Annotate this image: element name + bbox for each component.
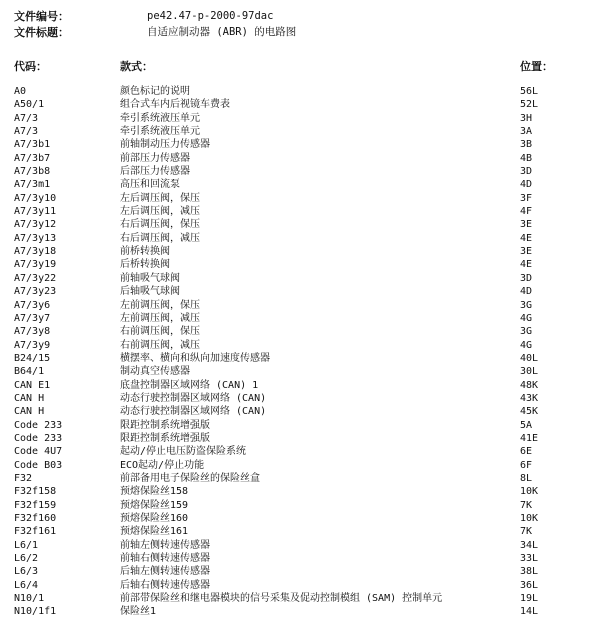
row-style: 限距控制系统增强版	[120, 419, 210, 431]
row-code: B64/1	[14, 366, 45, 378]
row-code: A0	[14, 86, 27, 97]
row-code: A7/3	[14, 112, 39, 124]
row-code: Code B03	[14, 459, 63, 471]
row-code: CAN E1	[14, 379, 51, 391]
table-row	[0, 512, 602, 525]
row-style: 前轴左侧转速传感器	[120, 539, 210, 551]
code-table	[0, 85, 602, 619]
doc-number-value: pe42.47-p-2000-97dac	[147, 10, 274, 22]
row-style: 后轴右侧转速传感器	[120, 579, 210, 591]
row-style: 制动真空传感器	[120, 366, 190, 378]
row-code: F32f159	[14, 499, 57, 511]
row-code: F32	[14, 472, 33, 484]
row-style: 动态行驶控制器区域网络 (CAN)	[120, 392, 267, 404]
row-code: F32f161	[14, 526, 57, 538]
row-code: A7/3y9	[14, 339, 51, 351]
table-row	[0, 392, 602, 405]
row-style: 左前调压阀，保压	[120, 299, 200, 311]
row-position: 4F	[520, 206, 533, 218]
row-position: 4G	[520, 312, 533, 324]
row-code: A7/3y8	[14, 326, 51, 338]
row-code: Code 4U7	[14, 446, 63, 458]
row-position: 3G	[520, 299, 533, 311]
row-position: 19L	[520, 593, 539, 605]
row-position: 30L	[520, 366, 539, 378]
table-row	[0, 299, 602, 312]
row-style: 左前调压阀，减压	[120, 312, 200, 324]
row-position: 6F	[520, 459, 533, 471]
doc-title-value: 自适应制动器 (ABR) 的电路图	[147, 26, 297, 38]
table-row	[0, 112, 602, 125]
row-position: 7K	[520, 526, 533, 538]
row-code: A7/3y23	[14, 286, 57, 298]
row-code: N10/1	[14, 593, 45, 605]
table-row	[0, 245, 602, 258]
table-row	[0, 285, 602, 298]
row-position: 4G	[520, 339, 533, 351]
row-style: 颜色标记的说明	[120, 86, 190, 97]
row-position: 10K	[520, 513, 539, 524]
row-style: ECO起动/停止功能	[120, 459, 205, 471]
table-row	[0, 472, 602, 485]
row-style: 前部带保险丝和继电器模块的信号采集及促动控制模组 (SAM) 控制单元	[120, 593, 443, 605]
row-style: 前轴吸气球阀	[120, 272, 180, 284]
table-row	[0, 445, 602, 458]
table-row	[0, 178, 602, 191]
row-code: A7/3y22	[14, 272, 57, 284]
row-position: 3D	[520, 272, 533, 284]
row-code: A7/3b8	[14, 166, 51, 178]
row-code: L6/2	[14, 553, 39, 565]
row-code: B24/15	[14, 352, 51, 364]
row-position: 8L	[520, 472, 533, 484]
row-position: 3F	[520, 192, 533, 204]
row-position: 40L	[520, 352, 539, 364]
row-code: L6/1	[14, 539, 39, 551]
row-style: 预熔保险丝160	[120, 513, 189, 524]
row-code: A7/3b1	[14, 139, 51, 151]
row-code: N10/1f1	[14, 606, 57, 618]
row-code: A7/3y7	[14, 312, 51, 324]
table-row	[0, 258, 602, 271]
row-code: A7/3y10	[14, 192, 57, 204]
row-position: 38L	[520, 566, 539, 578]
row-style: 前轴右侧转速传感器	[120, 553, 210, 565]
row-position: 10K	[520, 486, 539, 498]
row-style: 右前调压阀，保压	[120, 326, 200, 338]
table-row	[0, 312, 602, 325]
row-code: A7/3y19	[14, 259, 57, 271]
table-row	[0, 579, 602, 592]
row-style: 右前调压阀，减压	[120, 339, 200, 351]
row-style: 左后调压阀，保压	[120, 192, 200, 204]
doc-title-label: 文件标题：	[14, 26, 69, 39]
row-style: 限距控制系统增强版	[120, 432, 210, 444]
table-row	[0, 232, 602, 245]
table-row	[0, 218, 602, 231]
row-position: 3E	[520, 246, 533, 258]
row-code: A7/3	[14, 126, 39, 138]
row-code: Code 233	[14, 419, 63, 431]
row-position: 4B	[520, 152, 533, 164]
row-style: 组合式车内后视镜车费表	[120, 99, 230, 111]
row-style: 后部压力传感器	[120, 166, 190, 178]
row-position: 41E	[520, 432, 539, 444]
table-row	[0, 419, 602, 432]
row-position: 4E	[520, 232, 533, 244]
row-style: 前部压力传感器	[120, 152, 190, 164]
row-style: 前轴制动压力传感器	[120, 139, 210, 151]
row-position: 4E	[520, 259, 533, 271]
row-code: A7/3y11	[14, 206, 57, 218]
row-code: A50/1	[14, 99, 45, 111]
row-position: 52L	[520, 99, 539, 111]
row-style: 预熔保险丝159	[120, 499, 189, 511]
row-position: 4D	[520, 286, 533, 298]
row-style: 横摆率、横向和纵向加速度传感器	[120, 352, 270, 364]
row-style: 后轴左侧转速传感器	[120, 566, 210, 578]
table-row	[0, 539, 602, 552]
row-style: 起动/停止电压防盗保险系统	[120, 446, 247, 458]
row-style: 右后调压阀，保压	[120, 219, 200, 231]
row-position: 14L	[520, 606, 539, 618]
row-position: 7K	[520, 499, 533, 511]
table-row	[0, 459, 602, 472]
row-code: F32f160	[14, 513, 57, 524]
row-position: 3E	[520, 219, 533, 231]
column-header-code: 代码：	[14, 60, 47, 73]
row-style: 动态行驶控制器区域网络 (CAN)	[120, 406, 267, 418]
table-row	[0, 432, 602, 445]
row-style: 左后调压阀，减压	[120, 206, 200, 218]
table-row	[0, 125, 602, 138]
row-position: 6E	[520, 446, 533, 458]
table-row	[0, 272, 602, 285]
row-style: 右后调压阀，减压	[120, 232, 200, 244]
column-header-style: 款式：	[120, 60, 153, 73]
table-row	[0, 485, 602, 498]
table-row	[0, 365, 602, 378]
row-code: F32f158	[14, 486, 57, 498]
table-row	[0, 325, 602, 338]
row-code: L6/4	[14, 579, 39, 591]
row-code: A7/3m1	[14, 179, 51, 191]
row-position: 34L	[520, 539, 539, 551]
table-row	[0, 85, 602, 98]
row-style: 牵引系统液压单元	[120, 112, 200, 124]
row-position: 43K	[520, 392, 539, 404]
row-style: 后桥转换阀	[120, 259, 170, 271]
row-position: 3B	[520, 139, 533, 151]
row-position: 56L	[520, 86, 539, 97]
table-row	[0, 138, 602, 151]
table-row	[0, 379, 602, 392]
row-position: 36L	[520, 579, 539, 591]
row-position: 4D	[520, 179, 533, 191]
row-code: Code 233	[14, 432, 63, 444]
row-style: 保险丝1	[120, 606, 157, 618]
row-position: 33L	[520, 553, 539, 565]
row-code: A7/3b7	[14, 152, 51, 164]
row-position: 3G	[520, 326, 533, 338]
row-position: 48K	[520, 379, 539, 391]
row-style: 后轴吸气球阀	[120, 286, 180, 298]
row-style: 前部备用电子保险丝的保险丝盒	[120, 472, 260, 484]
row-code: CAN H	[14, 406, 45, 418]
table-row	[0, 192, 602, 205]
table-row	[0, 605, 602, 618]
doc-number-label: 文件编号：	[14, 10, 69, 23]
row-style: 前桥转换阀	[120, 246, 170, 258]
row-style: 预熔保险丝161	[120, 526, 189, 538]
row-code: A7/3y12	[14, 219, 57, 231]
row-style: 牵引系统液压单元	[120, 126, 200, 138]
table-row	[0, 565, 602, 578]
row-code: A7/3y18	[14, 246, 57, 258]
row-position: 5A	[520, 419, 533, 431]
row-position: 3D	[520, 166, 533, 178]
table-row	[0, 339, 602, 352]
row-position: 3H	[520, 112, 533, 124]
row-code: A7/3y13	[14, 232, 57, 244]
row-code: L6/3	[14, 566, 39, 578]
table-row	[0, 405, 602, 418]
row-code: A7/3y6	[14, 299, 51, 311]
table-row	[0, 165, 602, 178]
table-row	[0, 525, 602, 538]
table-row	[0, 352, 602, 365]
row-code: CAN H	[14, 392, 45, 404]
table-row	[0, 152, 602, 165]
row-style: 底盘控制器区域网络 (CAN) 1	[120, 379, 259, 391]
row-style: 高压和回流泵	[120, 179, 180, 191]
row-position: 3A	[520, 126, 533, 138]
table-row	[0, 499, 602, 512]
table-row	[0, 592, 602, 605]
table-row	[0, 552, 602, 565]
column-header-position: 位置：	[520, 60, 553, 73]
row-style: 预熔保险丝158	[120, 486, 189, 498]
table-row	[0, 98, 602, 111]
row-position: 45K	[520, 406, 539, 418]
table-row	[0, 205, 602, 218]
